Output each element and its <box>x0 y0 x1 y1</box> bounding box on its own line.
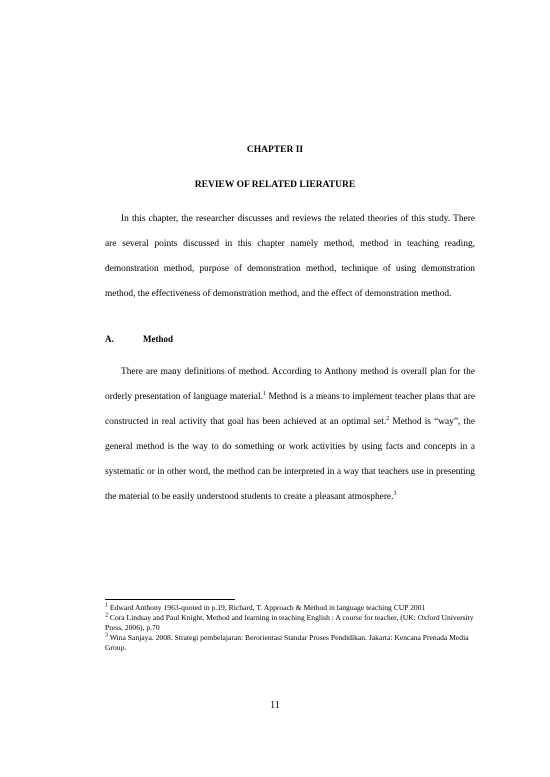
footnote-ref-1[interactable]: 1 <box>262 390 266 397</box>
footnote-number: 3 <box>105 632 108 639</box>
section-title: Method <box>143 334 173 344</box>
footnote-text: Wina Sanjaya. 2008. Strategi pembelajaran: Berorientasi Standar Proses Pendidikan. Jakarta: Kencana Prenada Media Group. <box>105 633 469 652</box>
intro-paragraph <box>105 207 475 307</box>
footnote-3 <box>105 633 475 653</box>
footnote-number: 2 <box>105 612 108 619</box>
footnote-2 <box>105 613 475 633</box>
footnote-number: 1 <box>105 602 108 609</box>
footnote-1 <box>105 603 475 613</box>
footnote-ref-2[interactable]: 2 <box>386 415 390 422</box>
section-letter: A. <box>105 334 114 344</box>
footnote-divider <box>105 599 235 600</box>
footnotes <box>105 603 475 653</box>
intro-paragraph-text: In this chapter, the researcher discusses and reviews the related theories of this study. There are several points discussed in this chapter namely method, method in teaching reading, demonstration method, purpose of demonstration method, technique of using demonstration method, the effectiveness of demonstration method, and the effect of demonstration method. <box>105 214 475 299</box>
method-text-3: Method is “way”, the general method is the way to do something or work activities by using facts and concepts in a systematic or in other word, the method can be interpreted in a way that teachers use in presenting the material to be easily understood students to create a pleasant atmosphere. <box>105 417 476 502</box>
method-paragraph <box>105 360 475 510</box>
section-heading <box>105 334 173 344</box>
footnote-text: Cora Lindsay and Paul Knight, Method and learning in teaching English : A course for teacher, (UK: Oxford University Press, 2006), p.70 <box>105 613 474 632</box>
method-text-1: There are many definitions of method. According to Anthony method is overall plan for the orderly presentation of language material. <box>105 367 475 402</box>
method-text-2: Method is a means to implement teacher plans that are constructed in real activity that goal has been achieved at an optimal set. <box>105 392 475 427</box>
chapter-title: REVIEW OF RELATED LIERATURE <box>194 180 356 190</box>
page-number: 11 <box>270 700 280 711</box>
chapter-label: CHAPTER II <box>246 145 304 155</box>
footnote-text: Edward Anthony 1963-quoted in p.19, Richard, T. Approach & Method in language teaching CUP 2001 <box>108 603 426 612</box>
footnote-ref-3[interactable]: 3 <box>393 490 397 497</box>
